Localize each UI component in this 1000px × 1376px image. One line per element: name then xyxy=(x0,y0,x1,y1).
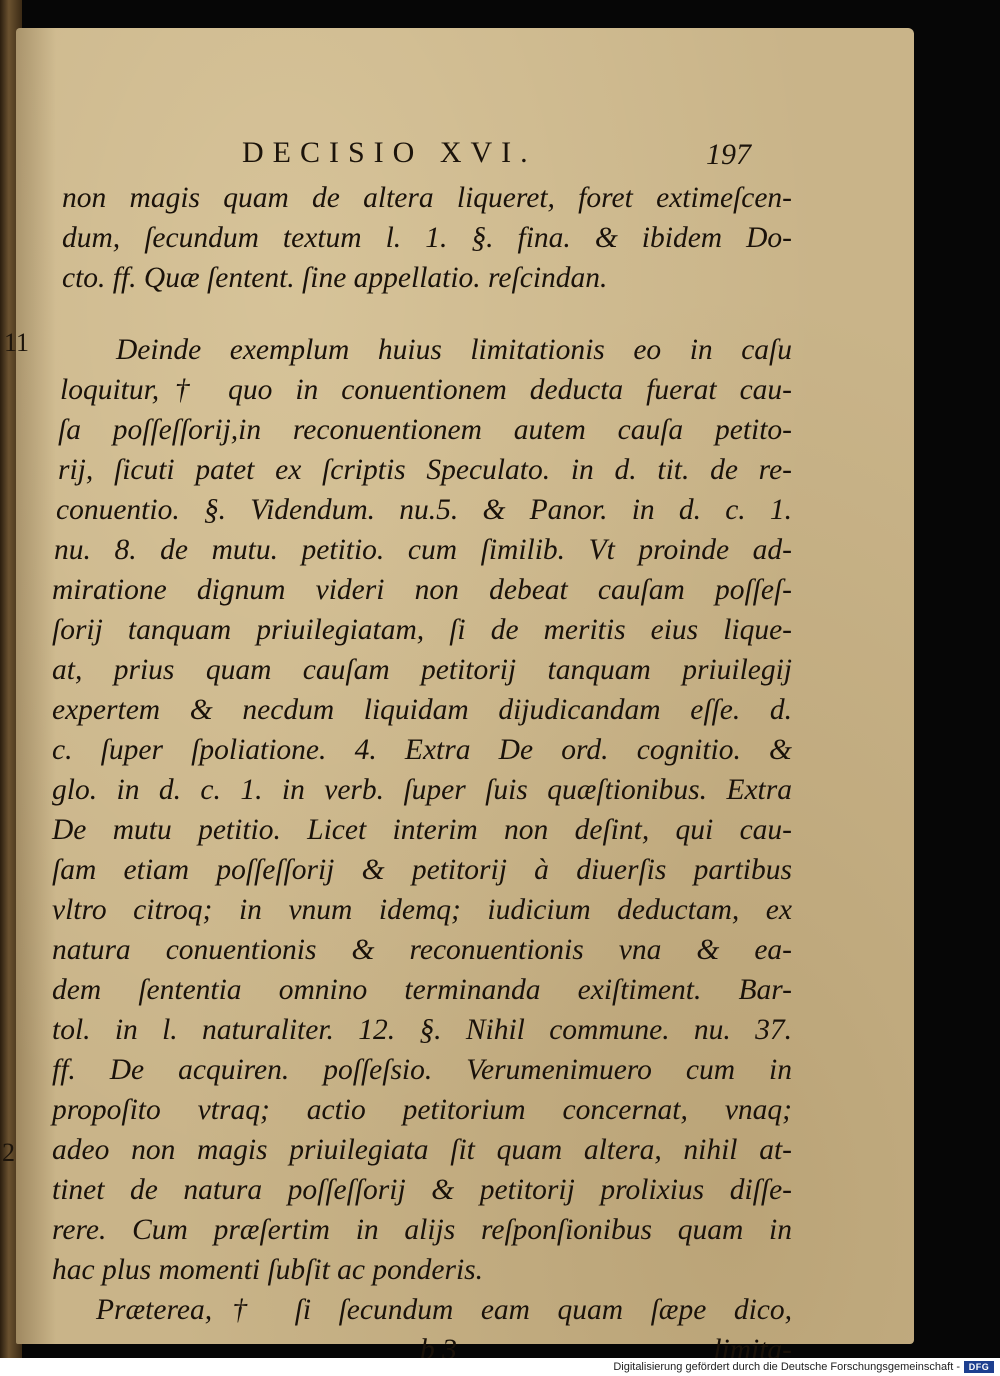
text-line: loquitur,† quo in conuentionem deducta fuerat cau- xyxy=(60,374,792,406)
text-line: dem ſententia omnino terminanda exiſtiment. Bar- xyxy=(52,974,792,1006)
signature-mark: b 3 xyxy=(420,1334,457,1358)
dfg-logo: DFG xyxy=(964,1361,994,1373)
text-line: propoſito vtraq; actio petitorium concernat, vnaq; xyxy=(52,1094,792,1126)
paragraph-3 xyxy=(52,1290,792,1330)
catchword: limita- xyxy=(713,1334,792,1358)
text-line: tol. in l. naturaliter. 12. §. Nihil commune. nu. 37. xyxy=(52,1014,792,1046)
page-foot xyxy=(52,1330,792,1358)
body-text xyxy=(52,178,792,1358)
text-line: vltro citroq; in vnum idemq; iudicium deductam, ex xyxy=(52,894,792,926)
text-line: glo. in d. c. 1. in verb. ſuper ſuis quæſtionibus. Extra xyxy=(52,774,792,806)
text-line: c. ſuper ſpoliatione. 4. Extra De ord. cognitio. & xyxy=(52,734,792,766)
text-line: dum, ſecundum textum l. 1. §. fina. & ibidem Do- xyxy=(62,222,792,254)
text-line: non magis quam de altera liqueret, foret extimeſcen- xyxy=(62,182,792,214)
paragraph-1 xyxy=(52,178,792,298)
text-line: rij, ſicuti patet ex ſcriptis Speculato. in d. tit. de re- xyxy=(58,454,792,486)
text-line: ſam etiam poſſeſſorij & petitorij à diuerſis partibus xyxy=(52,854,792,886)
funding-credit: Digitalisierung gefördert durch die Deutsche Forschungsgemeinschaft - xyxy=(613,1361,960,1373)
margin-note-2: 2 xyxy=(2,1138,15,1167)
text-line: adeo non magis priuilegiata ſit quam altera, nihil at- xyxy=(52,1134,792,1166)
text-line: conuentio. §. Videndum. nu.5. & Panor. in d. c. 1. xyxy=(56,494,792,526)
page xyxy=(2,28,914,1358)
page-number: 197 xyxy=(706,138,751,171)
text-line: at, prius quam cauſam petitorij tanquam priuilegij xyxy=(52,654,792,686)
text-line: rere. Cum præſertim in alijs reſponſionibus quam in xyxy=(52,1214,792,1246)
text-line: ff. De acquiren. poſſeſsio. Verumenimuero cum in xyxy=(52,1054,792,1086)
digitization-credit-bar xyxy=(0,1358,1000,1376)
page-header xyxy=(16,136,914,176)
text-line: Deinde exemplum huius limitationis eo in caſu xyxy=(116,334,792,366)
text-line: De mutu petitio. Licet interim non deſint, qui cau- xyxy=(52,814,792,846)
text-line: ſa poſſeſſorij,in reconuentionem autem cauſa petito- xyxy=(58,414,792,446)
text-line: miratione dignum videri non debeat cauſam poſſeſ- xyxy=(52,574,792,606)
text-line: tinet de natura poſſeſſorij & petitorij prolixius diſſe- xyxy=(52,1174,792,1206)
running-title: DECISIO XVI. xyxy=(242,136,537,169)
text-line: expertem & necdum liquidam dijudicandam eſſe. d. xyxy=(52,694,792,726)
text-line: hac plus momenti ſubſit ac ponderis. xyxy=(52,1254,483,1286)
paragraph-2 xyxy=(52,330,792,1290)
text-line: Præterea,† ſi ſecundum eam quam ſæpe dico, xyxy=(96,1294,792,1326)
margin-note-11: 11 xyxy=(4,328,30,357)
text-line: natura conuentionis & reconuentionis vna & ea- xyxy=(52,934,792,966)
text-line: cto. ff. Quæ ſentent. ſine appellatio. reſcindan. xyxy=(62,262,608,294)
text-line: nu. 8. de mutu. petitio. cum ſimilib. Vt proinde ad- xyxy=(54,534,792,566)
text-line: ſorij tanquam priuilegiatam, ſi de meritis eius lique- xyxy=(52,614,792,646)
